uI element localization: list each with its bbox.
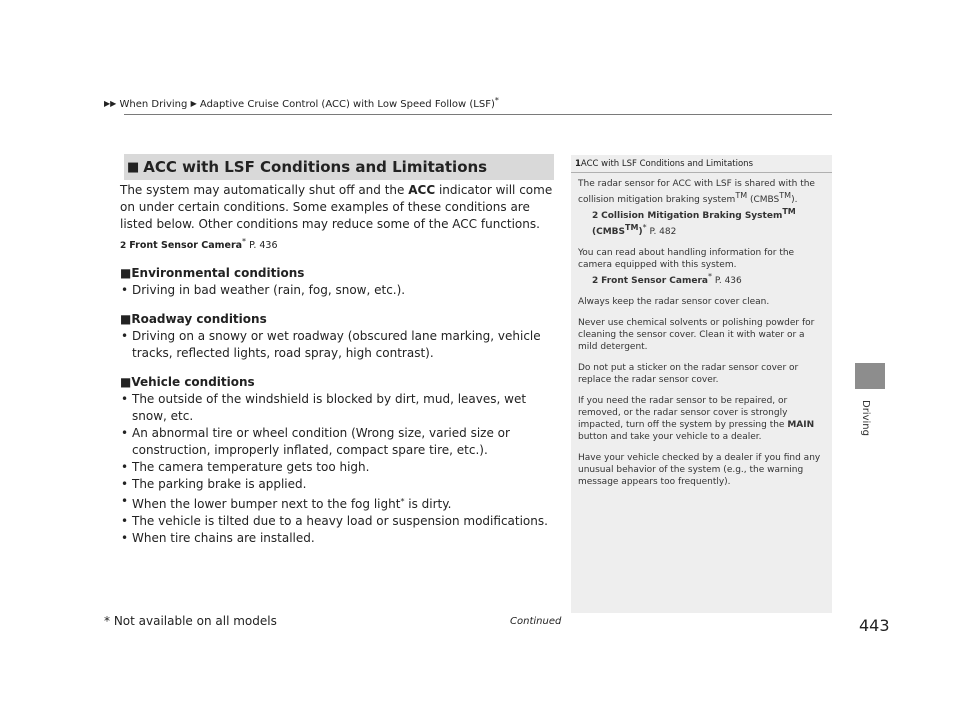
asterisk-mark: * <box>400 497 405 506</box>
header-rule <box>124 114 832 115</box>
breadcrumb <box>104 95 499 111</box>
double-arrow-icon: ▶▶ <box>104 99 117 108</box>
note-title: 1ACC with LSF Conditions and Limitations <box>571 155 832 173</box>
cross-reference[interactable]: 2 Collision Mitigation Braking SystemTM (CMBSTM)* P. 482 <box>592 207 796 237</box>
asterisk-mark: * <box>242 237 247 246</box>
note-paragraph: Always keep the radar sensor cover clean. <box>578 297 770 307</box>
intro-text-1: The system may automatically shut off and the <box>120 183 409 197</box>
reference-label[interactable]: Front Sensor Camera <box>129 240 243 251</box>
note-paragraph: Never use chemical solvents or polishing powder for cleaning the sensor cover. Clean it with water or a mild detergent. <box>578 318 815 352</box>
subsection-roadway <box>120 311 560 362</box>
note-paragraph: The radar sensor for ACC with LSF is shared with the collision mitigation braking systemTM (CMBSTM). 2 Collision Mitigation Braking SystemTM (CMBSTM)* P. 482 <box>578 178 822 238</box>
reference-arrow-icon: 2 <box>592 211 599 221</box>
main-button-label: MAIN <box>787 420 815 430</box>
breadcrumb-part-2[interactable]: Adaptive Cruise Control (ACC) with Low Speed Follow (LSF) <box>199 99 495 110</box>
subsection-heading: ■Vehicle conditions <box>120 375 255 389</box>
section-title: ACC with LSF Conditions and Limitations <box>143 158 488 176</box>
list-item: • An abnormal tire or wheel condition (Wrong size, varied size or construction, improperly inflated, compact spare tire, etc.). <box>120 425 560 459</box>
note-paragraph: Have your vehicle checked by a dealer if you find any unusual behavior of the system (e.g., the warning message appears too frequently). <box>578 453 821 487</box>
subsection-vehicle <box>120 374 560 547</box>
side-note <box>571 155 832 613</box>
cross-reference[interactable] <box>120 235 560 253</box>
list-item: • The parking brake is applied. <box>120 476 560 493</box>
arrow-icon: ▶ <box>190 99 197 108</box>
note-paragraph: Do not put a sticker on the radar sensor cover or replace the radar sensor cover. <box>578 363 799 385</box>
subsection-heading: ■Environmental conditions <box>120 266 305 280</box>
section-title-bar <box>124 154 554 180</box>
intro-text-2: indicator will come on under certain conditions. Some examples of these conditions are listed below. Other conditions may reduce some of the ACC functions. <box>120 183 553 231</box>
acc-indicator-label: ACC <box>408 183 436 197</box>
reference-arrow-icon: 2 <box>120 241 127 251</box>
list-item: • When tire chains are installed. <box>120 530 560 547</box>
subsection-heading: ■Roadway conditions <box>120 312 267 326</box>
page-number: 443 <box>859 616 890 635</box>
reference-page: P. 436 <box>246 240 278 251</box>
chapter-tab-label: Driving <box>860 400 871 436</box>
list-item: • Driving in bad weather (rain, fog, snow, etc.). <box>120 282 560 299</box>
square-icon: ■ <box>127 159 140 175</box>
main-content <box>120 182 560 547</box>
list-item: • The vehicle is tilted due to a heavy load or suspension modifications. <box>120 513 560 530</box>
breadcrumb-part-1[interactable]: When Driving <box>119 99 188 110</box>
note-paragraph: If you need the radar sensor to be repaired, or removed, or the radar sensor cover is strongly impacted, turn off the system by pressing the MAIN button and take your vehicle to a dealer. <box>578 396 815 442</box>
reference-arrow-icon: 2 <box>592 276 599 286</box>
footnote: * Not available on all models <box>104 614 277 628</box>
note-paragraph: You can read about handling information for the camera equipped with this system. 2 Front Sensor Camera* P. 436 <box>578 247 822 287</box>
subsection-environmental <box>120 265 560 299</box>
asterisk-mark: * <box>494 96 499 105</box>
list-item: • The camera temperature gets too high. <box>120 459 560 476</box>
chapter-tab <box>855 363 885 389</box>
intro-paragraph <box>120 182 560 233</box>
list-item: • The outside of the windshield is blocked by dirt, mud, leaves, wet snow, etc. <box>120 391 560 425</box>
list-item: • When the lower bumper next to the fog light* is dirty. <box>120 493 560 513</box>
note-icon: 1 <box>575 159 581 169</box>
cross-reference[interactable]: 2 Front Sensor Camera* P. 436 <box>592 272 742 286</box>
continued-label: Continued <box>510 616 562 627</box>
list-item: • Driving on a snowy or wet roadway (obscured lane marking, vehicle tracks, reflected lights, road spray, high contrast). <box>120 328 560 362</box>
